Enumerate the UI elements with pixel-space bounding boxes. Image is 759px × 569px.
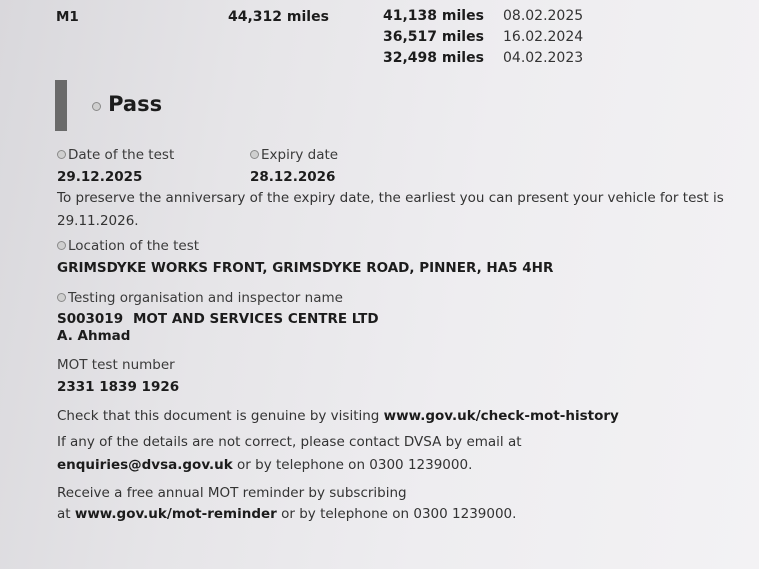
mot-reminder-link[interactable]: www.gov.uk/mot-reminder	[74, 506, 277, 522]
reminder-line1: Receive a free annual MOT reminder by subscribing	[57, 485, 407, 501]
mileage-history-date-1: 08.02.2025	[503, 8, 584, 24]
pass-heading	[92, 92, 162, 116]
clock-icon	[250, 150, 259, 159]
organisation-label: Testing organisation and inspector name	[68, 290, 343, 306]
organisation-code: S003019	[57, 311, 124, 327]
reminder-at: at	[57, 506, 75, 522]
info-icon	[92, 102, 101, 111]
contact-line2-rest: or by telephone on 0300 1239000.	[232, 457, 473, 473]
current-mileage: 44,312 miles	[228, 9, 329, 25]
building-icon	[57, 293, 66, 302]
check-mot-history-link[interactable]: www.gov.uk/check-mot-history	[383, 408, 619, 424]
organisation-name: MOT AND SERVICES CENTRE LTD	[133, 311, 379, 327]
mileage-history-date-3: 04.02.2023	[503, 50, 584, 66]
inspector-name: A. Ahmad	[57, 328, 131, 344]
pass-status-bar	[55, 80, 67, 131]
test-date-value: 29.12.2025	[57, 169, 143, 185]
location-pin-icon	[57, 241, 66, 250]
location-label: Location of the test	[68, 238, 200, 254]
mileage-history-date-2: 16.02.2024	[503, 29, 584, 45]
mileage-history-miles-2: 36,517 miles	[383, 29, 484, 45]
contact-line1: If any of the details are not correct, please contact DVSA by email at	[57, 434, 522, 450]
reminder-line2	[57, 506, 516, 522]
anniversary-note-line2: 29.11.2026.	[57, 213, 139, 229]
expiry-date-label-row	[250, 147, 338, 163]
organisation-label-row	[57, 290, 343, 306]
test-number-value: 2331 1839 1926	[57, 379, 180, 395]
expiry-date-label: Expiry date	[261, 147, 339, 163]
location-label-row	[57, 238, 199, 254]
calendar-icon	[57, 150, 66, 159]
pass-status: Pass	[108, 92, 163, 116]
test-date-label-row	[57, 147, 174, 163]
reminder-line2-rest: or by telephone on 0300 1239000.	[276, 506, 517, 522]
genuine-check-line	[57, 408, 619, 424]
vehicle-category: M1	[56, 9, 79, 25]
dvsa-email-link[interactable]: enquiries@dvsa.gov.uk	[57, 457, 233, 473]
anniversary-note-line1: To preserve the anniversary of the expiry date, the earliest you can present your vehicle for test is	[57, 190, 724, 206]
test-number-label: MOT test number	[57, 357, 175, 373]
location-value: GRIMSDYKE WORKS FRONT, GRIMSDYKE ROAD, PINNER, HA5 4HR	[57, 260, 554, 276]
genuine-check-text: Check that this document is genuine by visiting	[57, 408, 384, 424]
expiry-date-value: 28.12.2026	[250, 169, 336, 185]
contact-line2	[57, 457, 472, 473]
mileage-history-miles-3: 32,498 miles	[383, 50, 484, 66]
cut-off-header-row	[0, 0, 759, 8]
test-date-label: Date of the test	[68, 147, 175, 163]
mileage-history-miles-1: 41,138 miles	[383, 8, 484, 24]
